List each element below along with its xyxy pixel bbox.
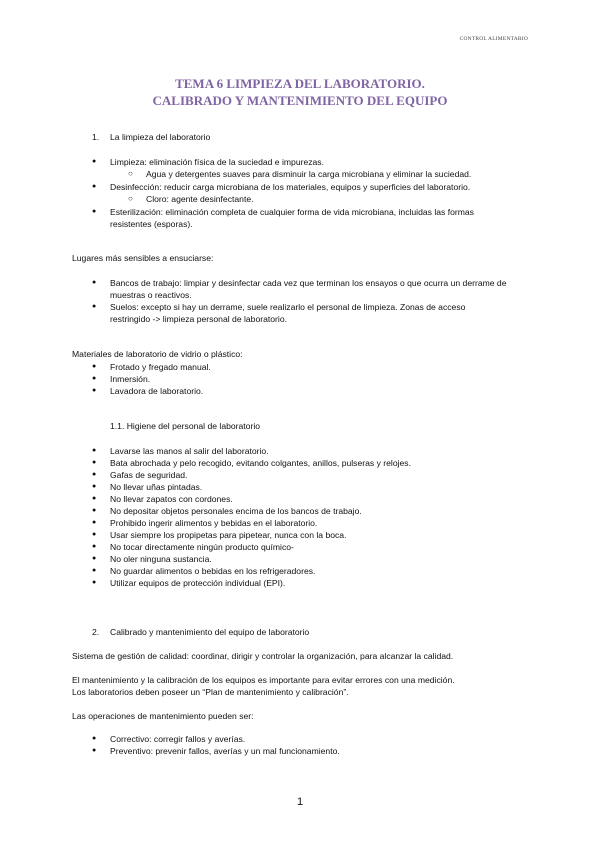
bullet-icon: ● [92,208,97,215]
list-item: No llevar uñas pintadas. [110,482,203,492]
bullet-icon: ● [92,471,97,478]
bullet-icon: ● [92,543,97,550]
list-item: No oler ninguna sustancia. [110,554,212,564]
list-item: Limpieza: eliminación física de la suciedad e impurezas. [110,157,324,167]
list-item: Prohibido ingerir alimentos y bebidas en el laboratorio. [110,518,318,528]
bullet-icon: ● [92,483,97,490]
list-item: Utilizar equipos de protección individual (EPI). [110,578,286,588]
list-item: No llevar zapatos con cordones. [110,494,233,504]
bullet-icon: ● [92,567,97,574]
list-item: Correctivo: corregir fallos y averías. [110,734,246,744]
list-item: Lavadora de laboratorio. [110,386,204,396]
bullet-icon: ● [92,495,97,502]
bullet-icon: ● [92,459,97,466]
list-item: Suelos: excepto si hay un derrame, suele realizarlo el personal de limpieza. Zonas de acceso [110,302,466,312]
document-title [0,75,600,109]
paragraph: Las operaciones de mantenimiento pueden ser: [72,711,254,721]
list-item: Agua y detergentes suaves para disminuir la carga microbiana y eliminar la suciedad. [146,169,472,179]
list-item: Inmersión. [110,374,151,384]
paragraph: El mantenimiento y la calibración de los equipos es importante para evitar errores con una medición. [72,675,455,685]
section-1-heading: La limpieza del laboratorio [110,132,211,142]
list-item: Frotado y fregado manual. [110,362,211,372]
list-item: Desinfección: reducir carga microbiana de los materiales, equipos y superficies del laboratorio. [110,182,471,192]
title-line-1: TEMA 6 LIMPIEZA DEL LABORATORIO. [175,76,425,91]
paragraph: Sistema de gestión de calidad: coordinar, dirigir y controlar la organización, para alcanzar la calidad. [72,651,454,661]
higiene-heading: 1.1. Higiene del personal de laboratorio [110,421,261,431]
list-item: Gafas de seguridad. [110,470,188,480]
list-item-continuation: muestras o reactivos. [110,290,192,300]
bullet-icon: ● [92,735,97,742]
list-item: No guardar alimentos o bebidas en los refrigeradores. [110,566,316,576]
list-item: No tocar directamente ningún producto químico- [110,542,294,552]
bullet-icon: ● [92,387,97,394]
section-1-number: 1. [92,132,100,142]
bullet-icon: ● [92,519,97,526]
paragraph: Los laboratorios deben poseer un “Plan de mantenimiento y calibración”. [72,687,349,697]
title-line-2: CALIBRADO Y MANTENIMIENTO DEL EQUIPO [152,93,448,108]
list-item: Preventivo: prevenir fallos, averías y un mal funcionamiento. [110,746,340,756]
bullet-icon: ● [92,158,97,165]
list-item-continuation: resistentes (esporas). [110,219,193,229]
bullet-icon: ● [92,183,97,190]
bullet-icon: ● [92,363,97,370]
bullet-icon: ● [92,303,97,310]
section-2-number: 2. [92,627,100,637]
section-2-heading: Calibrado y mantenimiento del equipo de laboratorio [110,627,310,637]
page-number: 1 [296,796,304,808]
list-item: Usar siempre los propipetas para pipetear, nunca con la boca. [110,530,347,540]
list-item-continuation: restringido -> limpieza personal de laboratorio. [110,314,287,324]
circle-bullet-icon: ○ [128,169,133,178]
bullet-icon: ● [92,279,97,286]
bullet-icon: ● [92,447,97,454]
list-item: Bancos de trabajo: limpiar y desinfectar cada vez que terminan los ensayos o que ocurra un derrame de [110,278,507,288]
bullet-icon: ● [92,375,97,382]
circle-bullet-icon: ○ [128,194,133,203]
list-item: Cloro: agente desinfectante. [146,194,254,204]
running-header: CONTROL ALIMENTARIO [459,36,528,42]
materiales-heading: Materiales de laboratorio de vidrio o plástico: [72,349,243,359]
bullet-icon: ● [92,555,97,562]
list-item: Bata abrochada y pelo recogido, evitando colgantes, anillos, pulseras y relojes. [110,458,411,468]
bullet-icon: ● [92,747,97,754]
list-item: Lavarse las manos al salir del laboratorio. [110,446,269,456]
list-item: No depositar objetos personales encima de los bancos de trabajo. [110,506,362,516]
bullet-icon: ● [92,507,97,514]
lugares-heading: Lugares más sensibles a ensuciarse: [72,253,214,263]
bullet-icon: ● [92,579,97,586]
list-item: Esterilización: eliminación completa de cualquier forma de vida microbiana, incluidas las formas [110,207,474,217]
bullet-icon: ● [92,531,97,538]
